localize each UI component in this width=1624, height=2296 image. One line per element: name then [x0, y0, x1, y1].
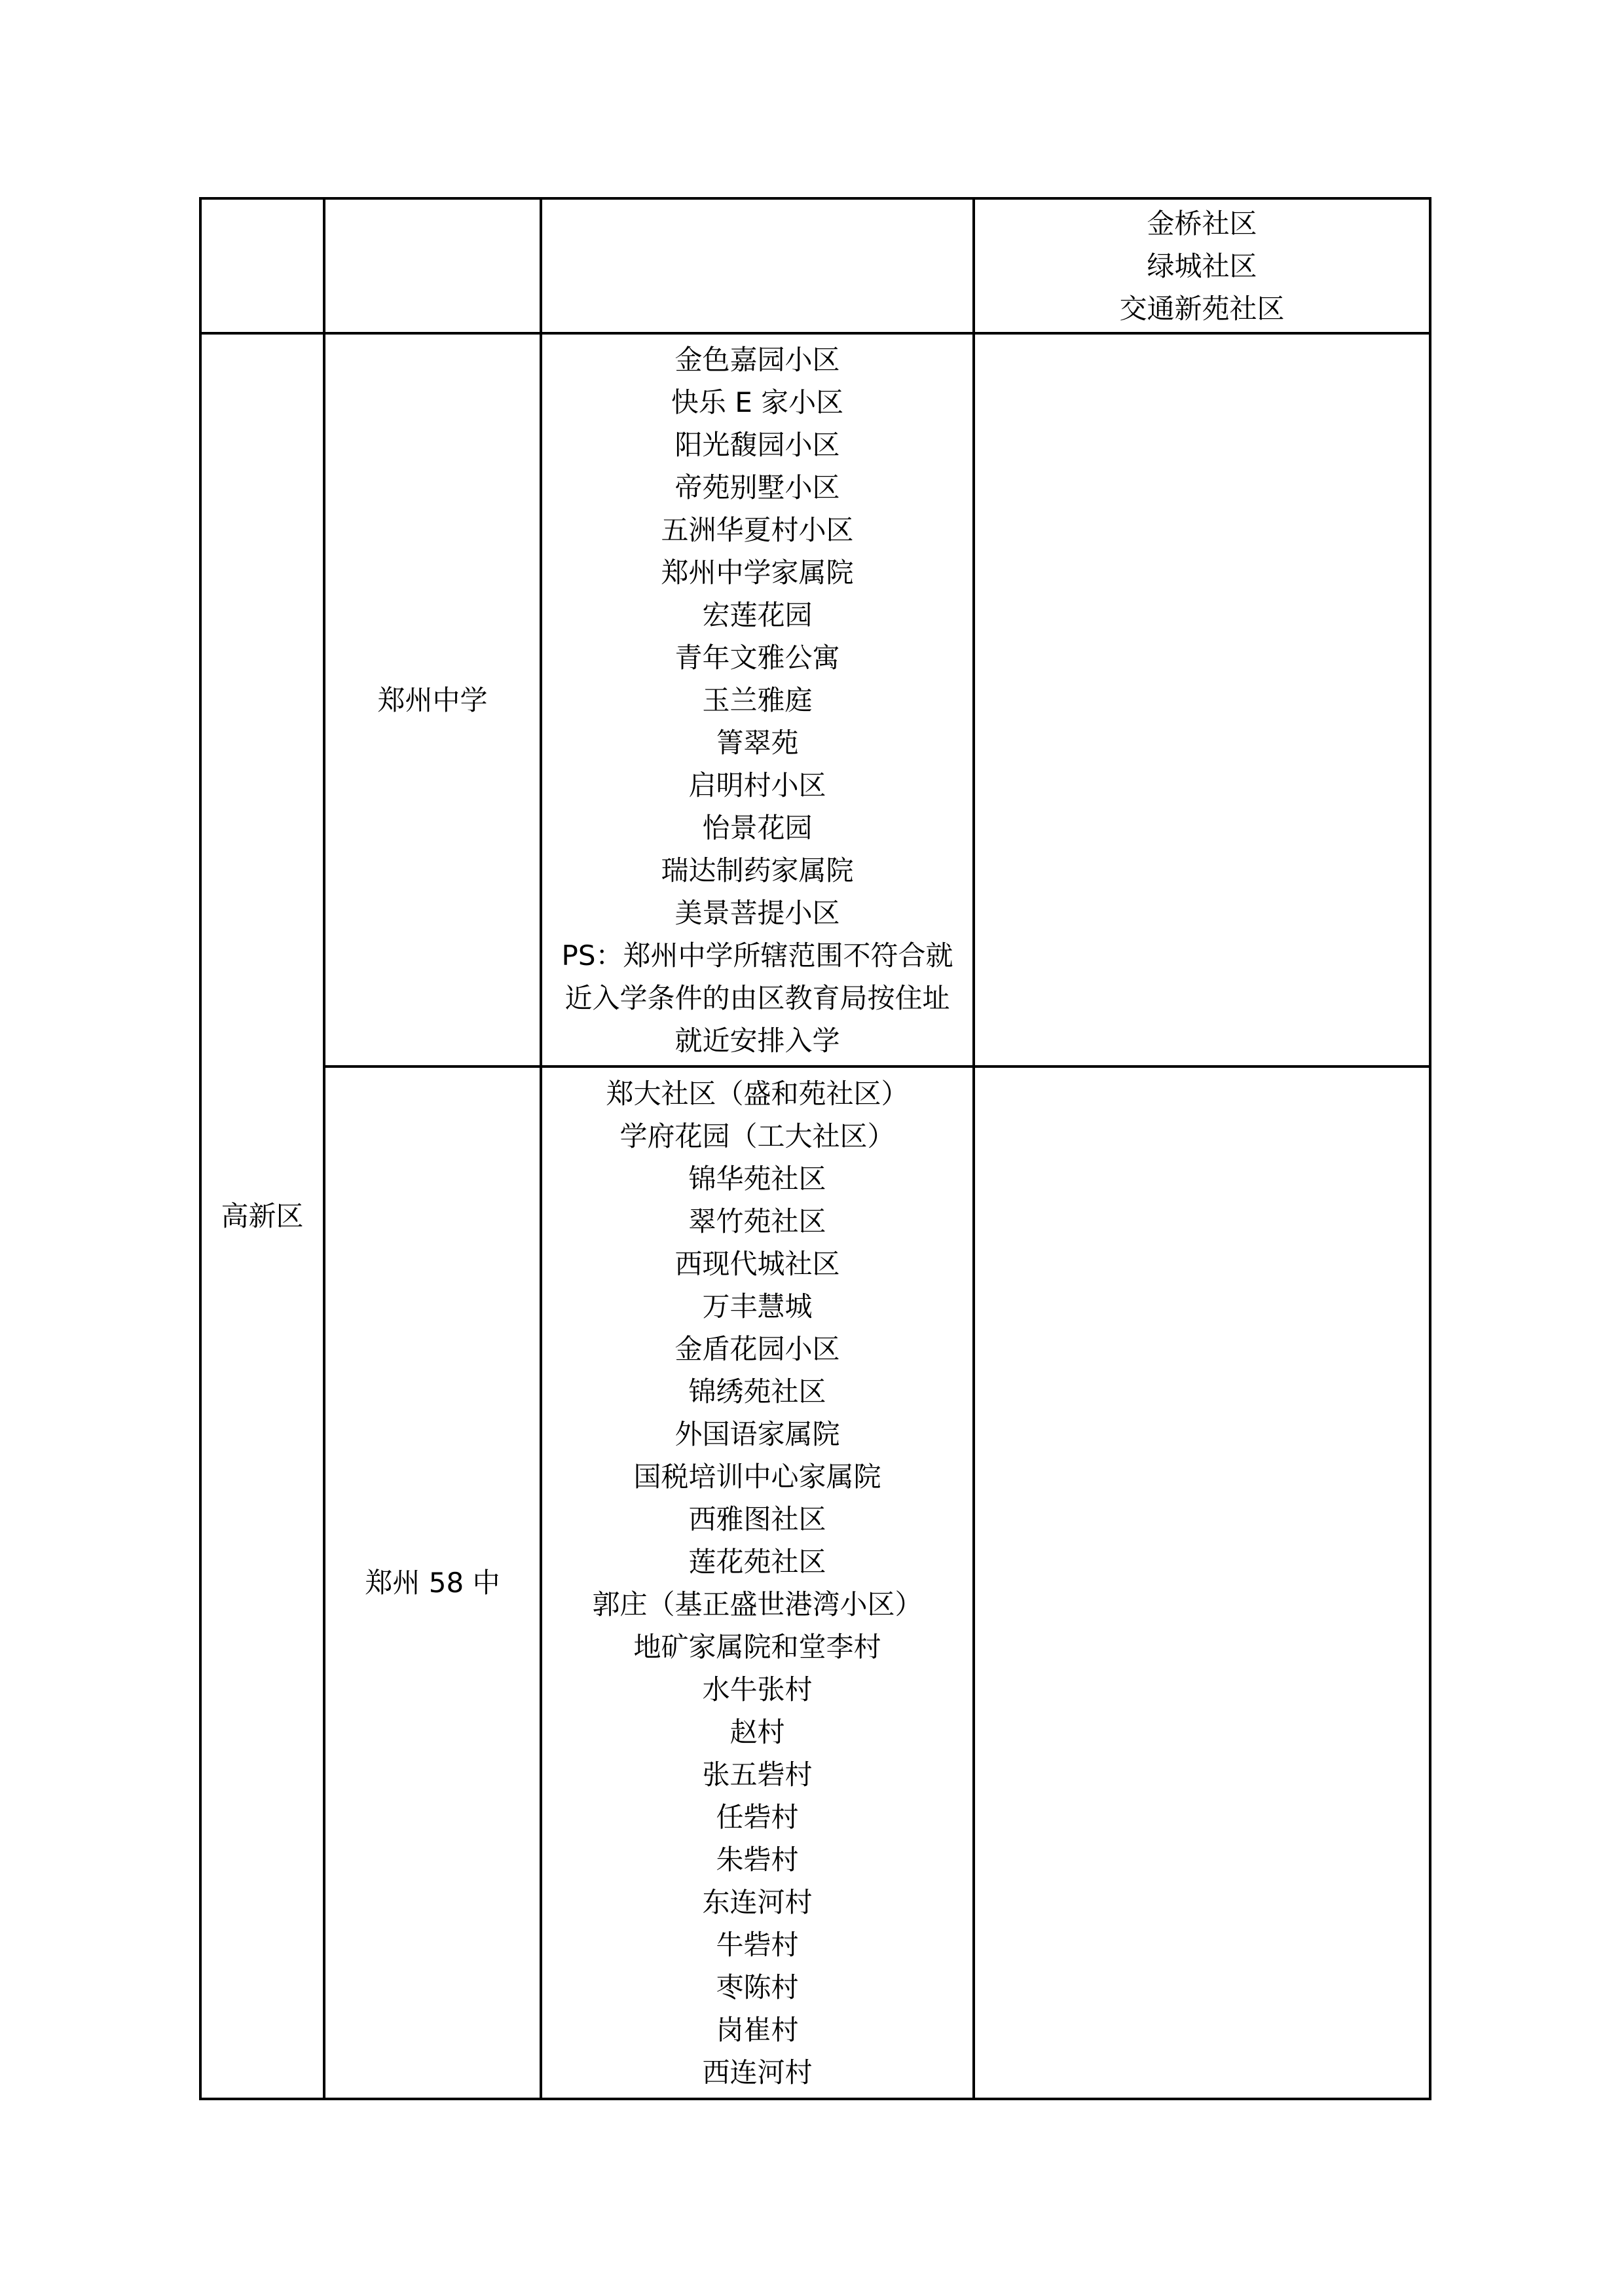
area-name: 锦绣苑社区	[688, 1375, 826, 1408]
area-name: 西连河村	[702, 2056, 813, 2088]
area-name: 赵村	[729, 1715, 785, 1748]
area-name: 帝苑别墅小区	[674, 471, 840, 503]
area-name: 水牛张村	[702, 1673, 813, 1705]
note-line: 就近安排入学	[674, 1024, 840, 1057]
area-name: 地矿家属院和堂李村	[633, 1630, 881, 1663]
area-name: 宏莲花园	[702, 598, 813, 631]
area-name: 五洲华夏村小区	[661, 513, 854, 546]
school-cell	[324, 333, 541, 1066]
community-name: 金桥社区	[1147, 207, 1257, 240]
area-name: 金色嘉园小区	[674, 343, 840, 376]
area-name: 郭庄（基正盛世港湾小区）	[592, 1588, 923, 1620]
school-district-table	[199, 197, 1431, 2100]
area-name: 西雅图社区	[688, 1503, 826, 1535]
area-name: 阳光馥园小区	[674, 428, 840, 461]
school-cell	[324, 1066, 541, 2099]
community-cell	[974, 198, 1430, 333]
table-row	[200, 198, 1430, 333]
area-name: 东连河村	[702, 1886, 813, 1918]
area-cell	[541, 1066, 974, 2099]
area-name: 莲花苑社区	[688, 1545, 826, 1578]
school-name: 郑州中学	[377, 683, 488, 716]
area-name: 任砦村	[716, 1800, 799, 1833]
area-name: 美景菩提小区	[674, 896, 840, 929]
area-name: 牛砦村	[716, 1928, 799, 1961]
area-name: 学府花园（工大社区）	[619, 1120, 895, 1152]
community-cell	[974, 1066, 1430, 2099]
area-name: 岗崔村	[716, 2013, 799, 2046]
community-name: 交通新苑社区	[1119, 292, 1285, 325]
district-name: 高新区	[221, 1200, 304, 1232]
area-cell-empty	[541, 198, 974, 333]
area-name: 青年文雅公寓	[674, 641, 840, 674]
note-line: PS：郑州中学所辖范围不符合就	[561, 939, 953, 972]
table-row	[200, 333, 1430, 1066]
area-name: 郑州中学家属院	[661, 556, 854, 589]
area-name: 外国语家属院	[674, 1417, 840, 1450]
area-name: 张五砦村	[702, 1758, 813, 1791]
community-name: 绿城社区	[1147, 249, 1257, 282]
area-name: 翠竹苑社区	[688, 1205, 826, 1237]
area-name: 郑大社区（盛和苑社区）	[606, 1077, 909, 1110]
area-name: 玉兰雅庭	[702, 683, 813, 716]
area-name: 瑞达制药家属院	[661, 854, 854, 886]
area-name: 朱砦村	[716, 1843, 799, 1876]
area-cell	[541, 333, 974, 1066]
area-name: 锦华苑社区	[688, 1162, 826, 1195]
table-row	[200, 1066, 1430, 2099]
area-name: 启明村小区	[688, 769, 826, 801]
area-name: 金盾花园小区	[674, 1332, 840, 1365]
note-line: 近入学条件的由区教育局按住址	[564, 981, 950, 1014]
school-name: 郑州 58 中	[365, 1567, 500, 1599]
community-cell	[974, 333, 1430, 1066]
district-cell	[200, 333, 324, 2099]
area-name: 快乐 E 家小区	[671, 386, 844, 418]
area-name: 万丰慧城	[702, 1290, 813, 1322]
district-cell-empty	[200, 198, 324, 333]
area-name: 怡景花园	[702, 811, 813, 844]
area-name: 西现代城社区	[674, 1247, 840, 1280]
school-cell-empty	[324, 198, 541, 333]
area-name: 枣陈村	[716, 1971, 799, 2003]
area-name: 箐翠苑	[716, 726, 799, 759]
area-name: 国税培训中心家属院	[633, 1460, 881, 1493]
